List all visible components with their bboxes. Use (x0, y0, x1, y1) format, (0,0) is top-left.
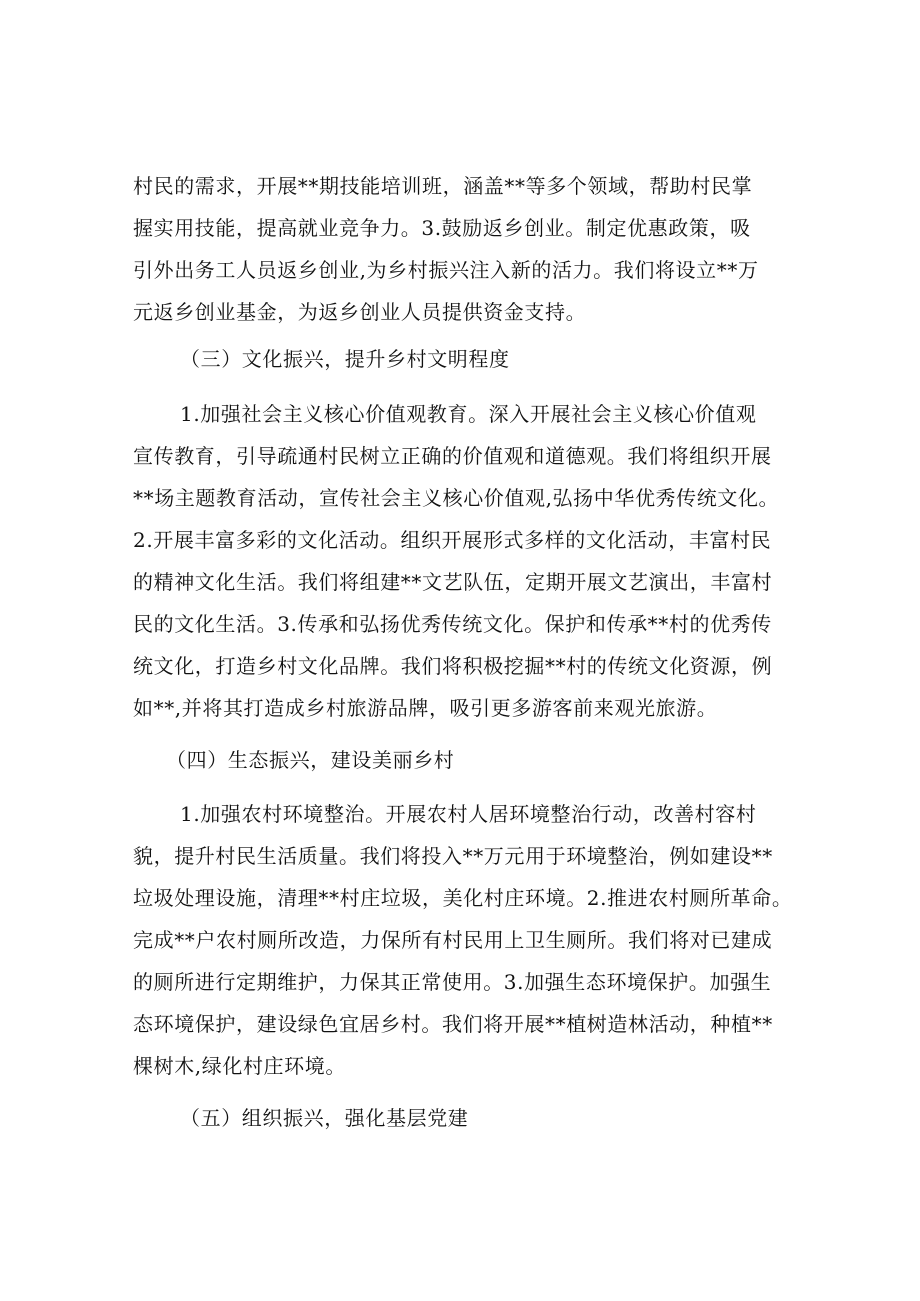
paragraph-line: **场主题教育活动，宣传社会主义核心价值观,弘扬中华优秀传统文化。 (133, 486, 780, 510)
paragraph-line: 元返乡创业基金，为返乡创业人员提供资金支持。 (133, 300, 587, 324)
paragraph-line: 握实用技能，提高就业竞争力。3.鼓励返乡创业。制定优惠政策，吸 (133, 216, 751, 240)
paragraph-line: 如**,并将其打造成乡村旅游品牌，吸引更多游客前来观光旅游。 (133, 696, 718, 720)
paragraph-line: 引外出务工人员返乡创业,为乡村振兴注入新的活力。我们将设立**万 (133, 258, 759, 282)
paragraph-line: 宣传教育，引导疏通村民树立正确的价值观和道德观。我们将组织开展 (133, 444, 772, 468)
paragraph-line: 的厕所进行定期维护，力保其正常使用。3.加强生态环境保护。加强生 (133, 970, 772, 994)
section-heading-culture: （三）文化振兴，提升乡村文明程度 (180, 347, 510, 371)
paragraph-line: 貌，提升村民生活质量。我们将投入**万元用于环境整治，例如建设** (133, 844, 773, 868)
paragraph-line: 1.加强社会主义核心价值观教育。深入开展社会主义核心价值观 (180, 402, 757, 426)
section-heading-ecology: （四）生态振兴，建设美丽乡村 (166, 748, 455, 772)
paragraph-line: 1.加强农村环境整治。开展农村人居环境整治行动，改善村容村 (180, 802, 757, 826)
paragraph-line: 民的文化生活。3.传承和弘扬优秀传统文化。保护和传承**村的优秀传 (133, 612, 772, 636)
section-heading-organization: （五）组织振兴，强化基层党建 (180, 1106, 469, 1130)
paragraph-line: 棵树木,绿化村庄环境。 (133, 1054, 346, 1078)
paragraph-line: 村民的需求，开展**期技能培训班，涵盖**等多个领域，帮助村民掌 (133, 174, 753, 198)
paragraph-line: 完成**户农村厕所改造，力保所有村民用上卫生厕所。我们将对已建成 (133, 928, 773, 952)
paragraph-line: 2.开展丰富多彩的文化活动。组织开展形式多样的文化活动，丰富村民 (133, 528, 772, 552)
paragraph-line: 的精神文化生活。我们将组建**文艺队伍，定期开展文艺演出，丰富村 (133, 570, 773, 594)
paragraph-line: 态环境保护，建设绿色宜居乡村。我们将开展**植树造林活动，种植** (133, 1012, 773, 1036)
paragraph-line: 垃圾处理设施，清理**村庄垃圾，美化村庄环境。2.推进农村厕所革命。 (133, 886, 793, 910)
paragraph-line: 统文化，打造乡村文化品牌。我们将积极挖掘**村的传统文化资源，例 (133, 654, 773, 678)
